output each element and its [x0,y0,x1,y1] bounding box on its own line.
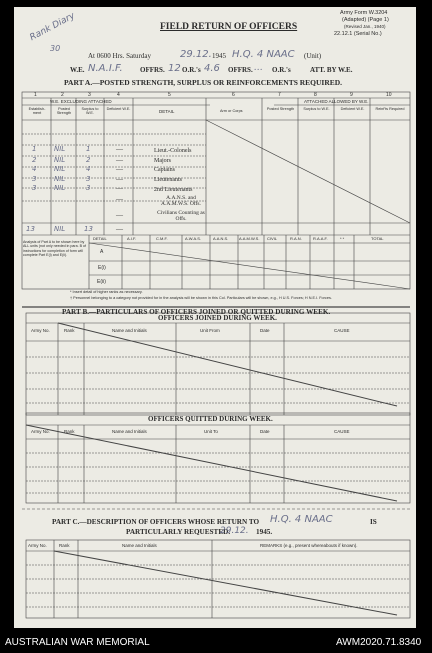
quitted-head-army-no: Army No. [31,429,50,434]
total-col-2: NIL [54,225,66,233]
joined-head-rank: Rank [64,328,75,333]
rank-aans: A.A.N.S. and A.A.M.W.S. Offs. [161,195,201,208]
col-num-2: 2 [61,92,64,98]
form-sheet [14,7,416,628]
att-or-label: O.R.'s [272,66,291,74]
analysis-head-raaf: R.A.A.F. [313,236,328,241]
quitted-head-cause: CAUSE [334,429,350,434]
rank-2nd-lieutenant: 2nd Lieutenants [154,187,193,193]
row-1-col-3: 1 [86,145,91,153]
joined-head-unit-from: Unit From [200,328,220,333]
analysis-row-ei: E(i) [98,265,106,271]
quitted-strike-line [26,425,397,501]
part-c-head-rank: Rank [59,543,70,548]
footnote-1: * Insert detail of higher ranks as necessary. [70,290,143,294]
part-c-title: PART C.—DESCRIPTION OF OFFICERS WHOSE RETURN TO [52,518,260,526]
row-4-col-1: 3 [32,175,37,183]
analysis-head-civil: CIVIL [267,236,278,241]
footnote-2: † Personnel belonging to a category not provided for in the analysis will be shown in this Col. Particulars will be shown, e.g., H U.S. Forces; H N.E.I. Forces. [70,296,332,300]
form-revised: (Revised Jan., 1940) [344,24,386,29]
rank-lieutenant: Lieutenants [154,177,182,183]
part-c-unit: H.Q. 4 NAAC [270,514,333,525]
detail-head: DETAIL [159,109,175,114]
row-3-col-1: 4 [32,165,37,173]
row-3-col-2: NIL [54,165,66,173]
part-a-frame [22,92,410,289]
quitted-head-name: Name and Initials [112,429,147,434]
we-excluding-attached: W.E. EXCLUDING ATTACHED [50,99,112,104]
unit-name: H.Q. 4 NAAC [232,49,295,60]
form-adapted: (Adapted) (Page 1) [342,17,389,23]
sub-head-establishment: Establish- ment [28,107,46,115]
archive-reference: AWM2020.71.8340 [336,637,422,648]
col-num-6: 6 [232,92,235,98]
analysis-head-detail: DETAIL [93,236,107,241]
att-we-label: ATT. BY W.E. [310,66,353,74]
analysis-head-cmf: C.M.F. [156,236,168,241]
col-num-3: 3 [88,92,91,98]
part-a-title: PART A.—POSTED STRENGTH, SURPLUS OR REINFORCEMENTS REQUIRED. [64,78,343,87]
part-c-strike-line [54,551,397,615]
row-5-col-4: — [116,184,123,192]
form-title: FIELD RETURN OF OFFICERS [160,22,298,32]
sub-head-deficient-2: Deficient W.E. [340,107,365,111]
serial-number: 22.12.1 (Serial No.) [334,31,382,37]
sub-head-posted-2: Posted Strength [266,107,295,111]
analysis-row-eii: E(ii) [97,279,106,285]
quitted-head-date: Date [260,429,270,434]
quitted-title: OFFICERS QUITTED DURING WEEK. [148,415,273,423]
row-2-col-3: 2 [86,156,91,164]
att-offrs-label: OFFRS. [228,66,253,74]
row-3-col-3: 4 [86,165,91,173]
quitted-head-rank: Rank [64,429,75,434]
unit-label: (Unit) [304,52,322,60]
row-5-col-1: 3 [32,184,37,192]
att-offrs-value: … [254,63,263,73]
row-1-col-1: 1 [32,145,37,153]
offrs-value: 12 [168,63,181,74]
col-num-1: 1 [34,92,37,98]
total-col-3: 13 [84,225,93,233]
archive-footer [0,632,432,653]
row-4-col-4: — [116,175,123,183]
or-value: 4.6 [204,63,220,74]
part-b-title: PART B.—PARTICULARS OF OFFICERS JOINED OR QUITTED DURING WEEK. [62,308,331,316]
part-c-date: 29.12. [220,526,249,536]
joined-head-name: Name and Initials [112,328,147,333]
sub-head-surplus-2: Surplus to W.E. [303,107,330,111]
rank-civilians: Civilians Counting as Offs. [157,210,205,223]
row-3-col-4: — [116,165,123,173]
at-line-prefix: At 0600 Hrs. Saturday [88,52,151,60]
col-num-8: 8 [314,92,317,98]
analysis-head-aans: A.A.N.S. [213,236,229,241]
part-c-head-army-no: Army No. [28,543,47,548]
rank-major: Majors [154,158,171,164]
row-1-col-2: NIL [54,145,66,153]
row-2-col-2: NIL [54,156,66,164]
at-date: 29.12. [180,49,212,60]
part-c-year: 1945. [256,528,273,536]
row-4-col-3: 3 [86,175,91,183]
attached-allowed: ATTACHED ALLOWED BY W.E. [304,99,369,104]
we-value: N.A.I.F. [88,63,123,74]
sub-head-posted: Posted Strength [56,107,72,115]
sub-head-deficient: Deficient W.E. [106,107,131,111]
joined-head-date: Date [260,328,270,333]
total-col-4: — [116,225,123,233]
part-a-strike-line [206,120,410,223]
col-num-9: 9 [350,92,353,98]
col-num-5: 5 [168,92,171,98]
row-2-col-1: 2 [32,156,37,164]
row-7-col-4: — [116,211,123,219]
analysis-head-aamws: A.A.M.W.S. [239,236,260,241]
sub-head-surplus: Surplus to W.E. [81,107,99,115]
part-c-requested: PARTICULARLY REQUESTED. [126,528,231,536]
row-2-col-4: — [116,156,123,164]
col-num-10: 10 [386,92,392,98]
joined-head-army-no: Army No. [31,328,50,333]
joined-head-cause: CAUSE [334,328,350,333]
form-number: Army Form W.3204 [340,10,388,16]
row-4-col-2: NIL [54,175,66,183]
rank-captain: Captains [154,167,175,173]
corner-annotation: Rank Diary [28,11,77,44]
total-col-1: 13 [26,225,35,233]
or-label: O.R.'s [182,66,201,74]
corner-annotation-2: 30 [50,44,61,53]
sub-head-arm-corps: Arm or Corps [220,109,243,113]
analysis-row-a: A [100,249,104,255]
analysis-note: Analysis of Part A to be shown here by ALL units (not only needed in para. B of instructions for completion of form will complete Part E(i) and E(ii). [23,240,86,257]
joined-title: OFFICERS JOINED DURING WEEK. [158,314,277,322]
we-label: W.E. [70,66,85,74]
offrs-label: OFFRS. [140,66,165,74]
archive-name: AUSTRALIAN WAR MEMORIAL [5,637,150,648]
part-c-head-remarks: REMARKS (e.g., present whereabouts if known). [260,543,358,548]
row-6-col-4: — [116,195,123,203]
part-c-head-name: Name and Initials [122,543,157,548]
part-c-is: IS [370,518,377,526]
sub-head-reinforcements: Reinf'ts Required [375,107,405,111]
col-num-4: 4 [117,92,120,98]
analysis-head-ran: R.A.N. [290,236,302,241]
row-5-col-2: NIL [54,184,66,192]
row-5-col-3: 3 [86,184,91,192]
joined-strike-line [58,323,397,406]
analysis-head-aif: A.I.F. [127,236,137,241]
analysis-head-total: TOTAL [371,236,384,241]
analysis-head-awas: A.W.A.S. [185,236,202,241]
quitted-head-unit-to: Unit To [204,429,218,434]
row-1-col-4: — [116,145,123,153]
rank-lt-col: Lieut.-Colonels [154,148,192,154]
analysis-head-stars: * * [340,236,345,241]
at-year: 1945 [212,52,226,60]
col-num-7: 7 [278,92,281,98]
